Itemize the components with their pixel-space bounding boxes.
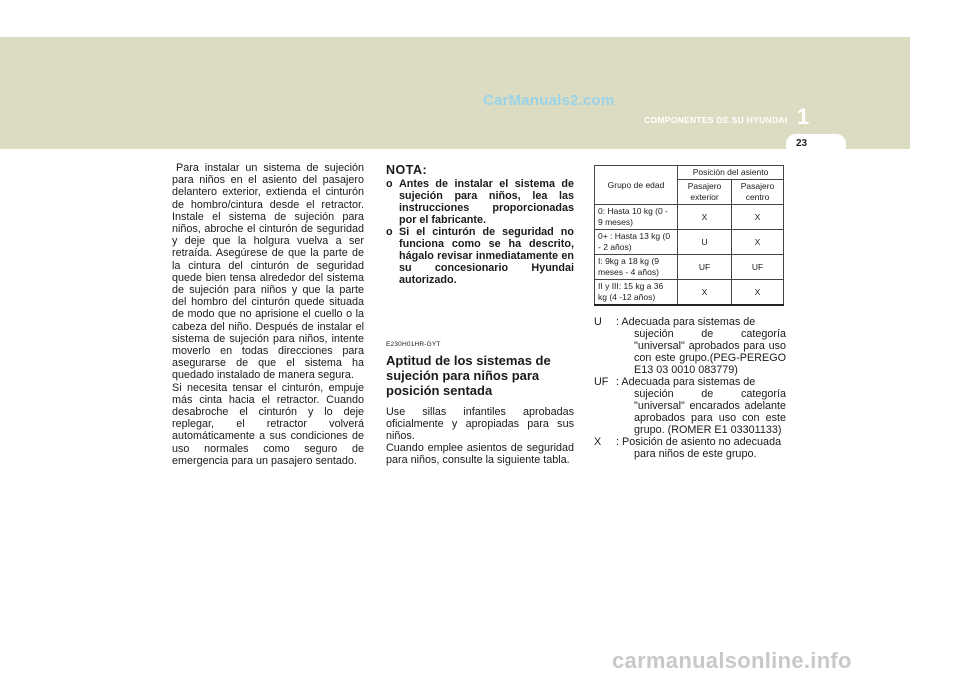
section-code: E230H01HR-GYT [386,341,441,348]
note-column [386,164,574,466]
legend-item [594,376,786,436]
table-row [595,230,784,255]
group-cell: I: 9kg a 18 kg (9 meses - 4 años) [595,255,678,280]
note-text: Si el cinturón de seguridad no funciona como se ha descrito, hágalo revisar inmediatamente en su concesionario Hyundai autorizado. [399,226,574,286]
note-item [386,178,574,226]
outer-cell: UF [678,255,732,280]
note-text: Antes de instalar el sistema de sujeción para niños, lea las instrucciones proporcionadas por el fabricante. [399,178,574,226]
group-header: Grupo de edad [595,166,678,205]
bullet: o [386,226,393,238]
legend-text: sujeción de categoría "universal" encarados adelante aprobados para uso con este grupo. (ROMER E1 03301133) [634,388,786,436]
table-row [595,205,784,230]
outer-cell: X [678,280,732,306]
paragraph: Para instalar un sistema de sujeción para niños en el asiento del pasajero delantero exterior, extienda el cinturón de hombro/cintura desde el retractor. Instale el sistema de sujeción para niños, abroche el cinturón de seguridad y deje que la holgura vuelva a ser retraída. Asegúrese de que la parte de la cintura del cinturón de seguridad quede bien tensa alrededor del sistema de sujeción para niños y que la parte del hombro del cinturón quede situada de modo que no aprisione el cuello o la cabeza del niño. Después de instalar el sistema de sujeción para niños, intente moverlo en todas direcciones para asegurarse de que el sistema ha quedado instalado de manera segura. [172,162,364,382]
legend-key: X [594,436,602,448]
seat-table-column [594,165,786,460]
legend-key: U [594,316,602,328]
legend-text: sujeción de categoría "universal" aprobados para uso con este grupo.(PEG-PEREGO E13 03 0010 083779) [634,328,786,376]
center-cell: X [732,280,784,306]
section-body: Use sillas infantiles aprobadas oficialmente y apropiadas para sus niños. [386,406,574,442]
seat-suitability-table [594,165,784,306]
section-title: COMPONENTES DE SU HYUNDAI [644,115,788,125]
legend-item [594,316,786,376]
page-number: 23 [796,138,808,149]
page-tab [786,134,846,158]
header-band [0,37,910,149]
note-title: NOTA: [386,163,428,177]
legend-text: : Posición de asiento no adecuada [616,436,782,448]
col-center-header: Pasajero centro [732,180,784,205]
legend-text: : Adecuada para sistemas de [616,316,756,328]
outer-cell: X [678,205,732,230]
center-cell: X [732,205,784,230]
legend-key: UF [594,376,609,388]
watermark-link[interactable]: CarManuals2.com [483,92,615,109]
position-header: Posición del asiento [678,166,784,180]
table-row [595,280,784,306]
group-cell: 0+ : Hasta 13 kg (0 - 2 años) [595,230,678,255]
footer-watermark: carmanualsonline.info [612,648,852,673]
col-outer-header: Pasajero exterior [678,180,732,205]
legend-text: : Adecuada para sistemas de [616,376,756,388]
group-cell: II y III: 15 kg a 36 kg (4 -12 años) [595,280,678,306]
section-body-2: Cuando emplee asientos de seguridad para niños, consulte la siguiente tabla. [386,442,574,466]
note-item [386,226,574,286]
legend-item [594,436,786,460]
center-cell: X [732,230,784,255]
chapter-number: 1 [797,104,810,129]
outer-cell: U [678,230,732,255]
installation-text [172,162,364,467]
section-heading: Aptitud de los sistemas de sujeción para niños para posición sentada [386,353,551,398]
paragraph: Si necesita tensar el cinturón, empuje más cinta hacia el retractor. Cuando desabroche el cinturón y lo deje replegar, el retractor volverá automáticamente a sus condiciones de uso normales como seguro de emergencia para un pasajero sentado. [172,381,364,467]
legend-text: para niños de este grupo. [634,448,757,460]
legend [594,316,786,460]
group-cell: 0: Hasta 10 kg (0 - 9 meses) [595,205,678,230]
bullet: o [386,178,393,190]
table-row [595,255,784,280]
center-cell: UF [732,255,784,280]
